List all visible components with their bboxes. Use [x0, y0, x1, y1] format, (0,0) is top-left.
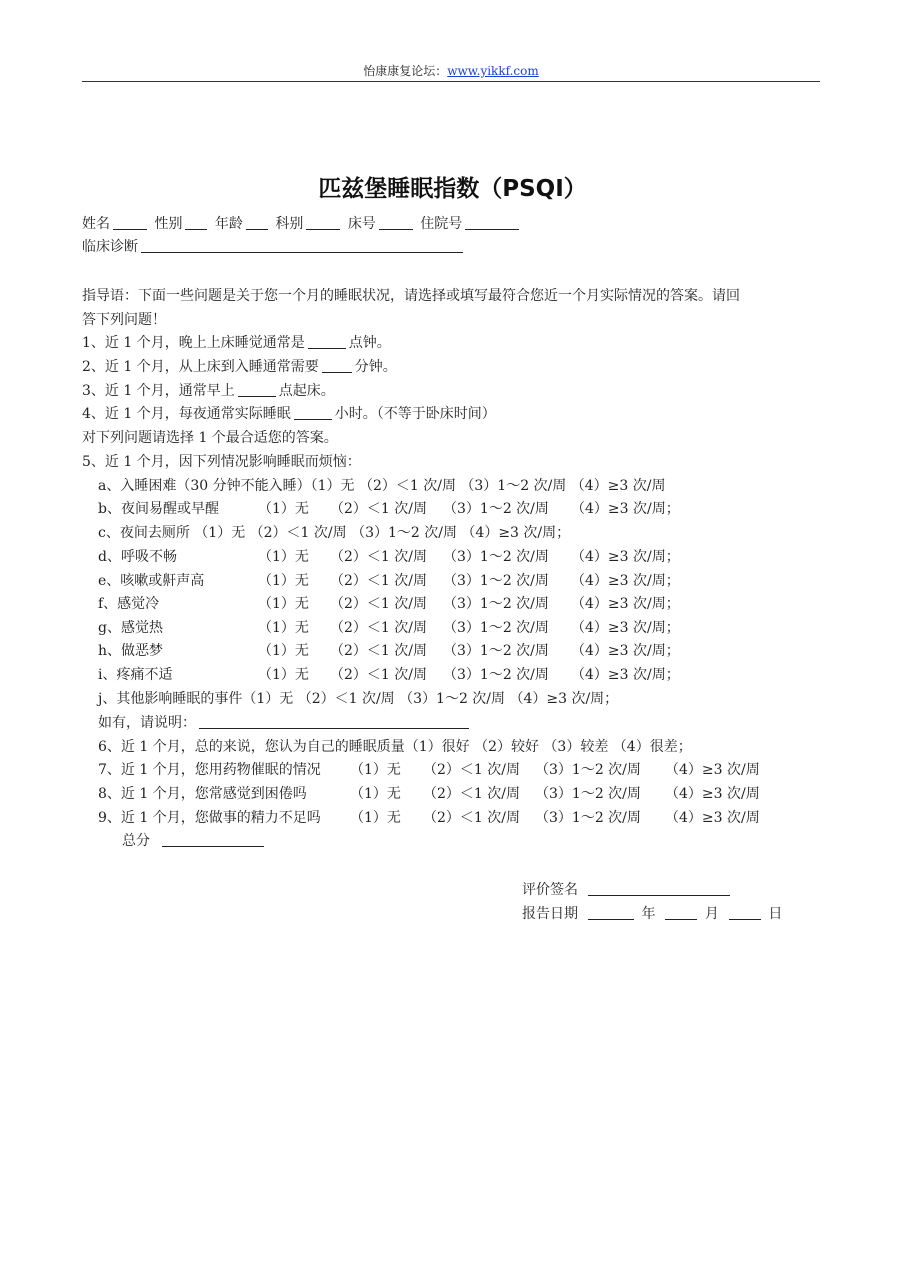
q5i-option-1[interactable]: （1）无 — [258, 667, 309, 683]
question-2 — [82, 357, 397, 377]
q5d-option-2[interactable]: （2）＜1 次/周 — [330, 549, 427, 565]
name-field[interactable] — [113, 215, 147, 230]
q5g-option-1[interactable]: （1）无 — [258, 620, 309, 636]
age-field[interactable] — [246, 215, 268, 230]
gender-field[interactable] — [185, 215, 207, 230]
report-date-label: 报告日期 — [522, 906, 578, 922]
signature-field[interactable] — [588, 881, 730, 896]
q5b-option-1[interactable]: （1）无 — [258, 501, 309, 517]
q5g-option-3[interactable]: （3）1～2 次/周 — [443, 620, 549, 636]
question-5a[interactable]: a、入睡困难（30 分钟不能入睡）（1）无 （2）＜1 次/周 （3）1～2 次/周 （4）≥3 次/周 — [98, 478, 666, 494]
header-site-label: 怡康康复论坛： — [363, 64, 448, 78]
q5d-label: d、呼吸不畅 — [98, 549, 177, 565]
q5-explain-field[interactable] — [199, 714, 469, 729]
bed-field[interactable] — [379, 215, 413, 230]
page-header — [82, 63, 820, 82]
q1-answer-field[interactable] — [308, 334, 346, 349]
signature-row — [522, 880, 733, 900]
q9-label: 9、近 1 个月，您做事的精力不足吗 — [98, 810, 321, 826]
q9-option-4[interactable]: （4）≥3 次/周 — [665, 810, 760, 826]
q5f-option-3[interactable]: （3）1～2 次/周 — [443, 596, 549, 612]
q5d-option-4[interactable]: （4）≥3 次/周； — [571, 549, 680, 565]
report-year-field[interactable] — [588, 905, 634, 920]
instructions-cont: 答下列问题！ — [82, 312, 166, 328]
choose-note: 对下列问题请选择 1 个最合适您的答案。 — [82, 430, 338, 446]
q5f-option-1[interactable]: （1）无 — [258, 596, 309, 612]
question-4 — [82, 404, 496, 424]
instructions: 指导语：下面一些问题是关于您一个月的睡眠状况，请选择或填写最符合您近一个月实际情况的答案。请回 — [82, 288, 740, 304]
q7-option-3[interactable]: （3）1～2 次/周 — [535, 762, 641, 778]
q5e-option-4[interactable]: （4）≥3 次/周； — [571, 573, 680, 589]
header-site-link[interactable]: www.yikkf.com — [447, 64, 539, 78]
q7-option-4[interactable]: （4）≥3 次/周 — [665, 762, 760, 778]
name-label: 姓名 — [82, 216, 110, 232]
gender-label: 性别 — [154, 216, 183, 232]
q8-option-4[interactable]: （4）≥3 次/周 — [665, 786, 760, 802]
q5b-option-3[interactable]: （3）1～2 次/周 — [443, 501, 549, 517]
q2-text: 2、近 1 个月，从上床到入睡通常需要 — [82, 359, 319, 375]
report-day-label: 日 — [768, 906, 783, 922]
diagnosis-row — [82, 237, 466, 257]
q5f-option-4[interactable]: （4）≥3 次/周； — [571, 596, 680, 612]
admission-field[interactable] — [465, 215, 519, 230]
age-label: 年龄 — [214, 216, 243, 232]
question-5-intro: 5、近 1 个月，因下列情况影响睡眠而烦恼： — [82, 454, 361, 470]
q1-text: 1、近 1 个月，晚上上床睡觉通常是 — [82, 335, 305, 351]
q5h-option-1[interactable]: （1）无 — [258, 643, 309, 659]
total-score-label: 总分 — [122, 833, 150, 849]
q5d-option-1[interactable]: （1）无 — [258, 549, 309, 565]
q8-option-2[interactable]: （2）＜1 次/周 — [423, 786, 520, 802]
q7-option-2[interactable]: （2）＜1 次/周 — [423, 762, 520, 778]
q3-answer-field[interactable] — [238, 382, 276, 397]
admission-label: 住院号 — [420, 216, 463, 232]
question-5c[interactable]: c、夜间去厕所 （1）无 （2）＜1 次/周 （3）1～2 次/周 （4）≥3 次/周； — [98, 525, 571, 541]
q9-option-1[interactable]: （1）无 — [350, 810, 401, 826]
q8-option-1[interactable]: （1）无 — [350, 786, 401, 802]
signature-label: 评价签名 — [522, 882, 578, 898]
q5e-option-3[interactable]: （3）1～2 次/周 — [443, 573, 549, 589]
q5g-option-2[interactable]: （2）＜1 次/周 — [330, 620, 427, 636]
q5i-option-4[interactable]: （4）≥3 次/周； — [571, 667, 680, 683]
q5-explain-label: 如有，请说明： — [98, 715, 196, 731]
q8-label: 8、近 1 个月，您常感觉到困倦吗 — [98, 786, 307, 802]
q7-label: 7、近 1 个月，您用药物催眠的情况 — [98, 762, 321, 778]
dept-label: 科别 — [275, 216, 304, 232]
report-date-row — [522, 904, 782, 924]
q5h-label: h、做恶梦 — [98, 643, 164, 659]
q2-answer-field[interactable] — [322, 358, 352, 373]
report-month-label: 月 — [704, 906, 719, 922]
report-month-field[interactable] — [665, 905, 697, 920]
q5g-option-4[interactable]: （4）≥3 次/周； — [571, 620, 680, 636]
page-title: 匹兹堡睡眠指数（PSQI） — [318, 176, 587, 202]
question-5-explain — [98, 713, 472, 733]
q4-text: 4、近 1 个月，每夜通常实际睡眠 — [82, 406, 291, 422]
q5e-label: e、咳嗽或鼾声高 — [98, 573, 205, 589]
q5i-option-2[interactable]: （2）＜1 次/周 — [330, 667, 427, 683]
report-day-field[interactable] — [729, 905, 761, 920]
q5b-label: b、夜间易醒或早醒 — [98, 501, 219, 517]
q3-unit: 点起床。 — [278, 383, 335, 399]
q5g-label: g、感觉热 — [98, 620, 163, 636]
diagnosis-label: 临床诊断 — [82, 239, 138, 255]
q9-option-3[interactable]: （3）1～2 次/周 — [535, 810, 641, 826]
q5d-option-3[interactable]: （3）1～2 次/周 — [443, 549, 549, 565]
q4-unit: 小时。（不等于卧床时间） — [334, 406, 496, 422]
q3-text: 3、近 1 个月，通常早上 — [82, 383, 235, 399]
q5i-option-3[interactable]: （3）1～2 次/周 — [443, 667, 549, 683]
q4-answer-field[interactable] — [294, 405, 332, 420]
q8-option-3[interactable]: （3）1～2 次/周 — [535, 786, 641, 802]
q9-option-2[interactable]: （2）＜1 次/周 — [423, 810, 520, 826]
q2-unit: 分钟。 — [354, 359, 397, 375]
question-1 — [82, 333, 391, 353]
q5h-option-3[interactable]: （3）1～2 次/周 — [443, 643, 549, 659]
q5e-option-2[interactable]: （2）＜1 次/周 — [330, 573, 427, 589]
q5e-option-1[interactable]: （1）无 — [258, 573, 309, 589]
question-3 — [82, 381, 335, 401]
total-score-field[interactable] — [162, 832, 264, 847]
dept-field[interactable] — [306, 215, 340, 230]
total-score-row — [122, 831, 267, 851]
q5f-option-2[interactable]: （2）＜1 次/周 — [330, 596, 427, 612]
q5h-option-2[interactable]: （2）＜1 次/周 — [330, 643, 427, 659]
bed-label: 床号 — [347, 216, 376, 232]
question-5j[interactable]: j、其他影响睡眠的事件（1）无 （2）＜1 次/周 （3）1～2 次/周 （4）≥3 次/周； — [98, 691, 619, 707]
q1-unit: 点钟。 — [348, 335, 391, 351]
q5f-label: f、感觉冷 — [98, 596, 160, 612]
q5b-option-4[interactable]: （4）≥3 次/周； — [571, 501, 680, 517]
diagnosis-field[interactable] — [141, 238, 463, 253]
q5i-label: i、疼痛不适 — [98, 667, 173, 683]
patient-info-row — [82, 214, 522, 234]
question-6[interactable]: 6、近 1 个月，总的来说，您认为自己的睡眠质量（1）很好 （2）较好 （3）较差 （4）很差； — [98, 739, 692, 755]
report-year-label: 年 — [641, 906, 656, 922]
q5b-option-2[interactable]: （2）＜1 次/周 — [330, 501, 427, 517]
q5h-option-4[interactable]: （4）≥3 次/周； — [571, 643, 680, 659]
q7-option-1[interactable]: （1）无 — [350, 762, 401, 778]
